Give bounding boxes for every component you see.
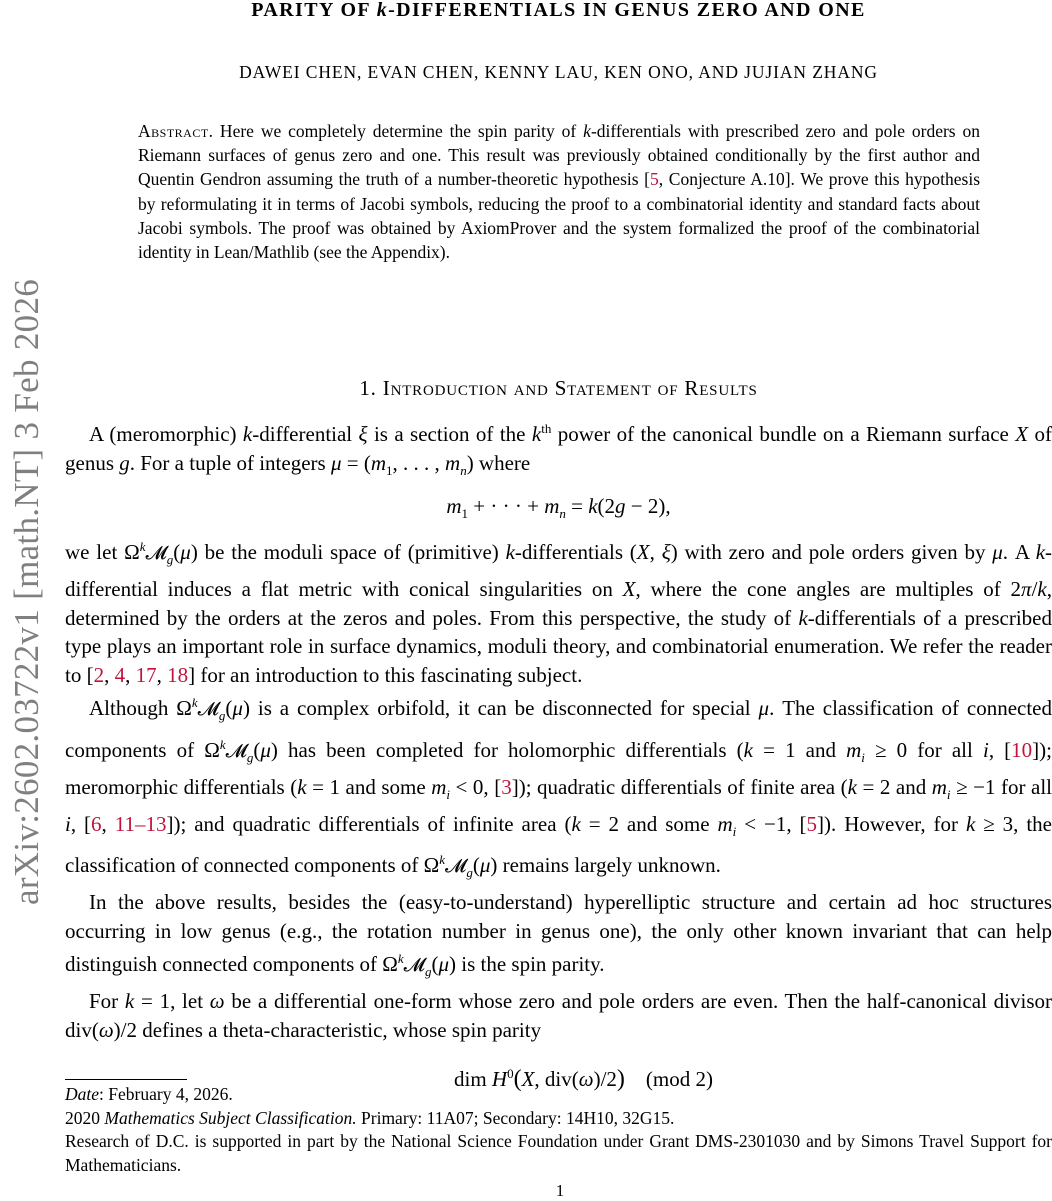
paragraph: Although $\Omega^k𝓜_g(\mu)$ is a complex orbifold, it can be disconnected for special μ. The classification of connected components of $\Omega^k𝓜_g(\mu)$ has been completed for holomorphic differentials (k = 1 and $m_i \ge 0$ for all i, [10]); meromorphic differentials (k = 1 and some $m_i < 0$, [3]); quadratic differentials of finite area (k = 2 and $m_i \ge -1$ for all i, [6, 11–13]); and quadratic differentials of infinite area (k = 2 and some $m_i < -1$, [5]). However, for k ≥ 3, the classification of connected components of $\Omega^k𝓜_g(\mu)$ remains largely unknown. (65, 695, 1052, 881)
paragraph: For k = 1, let ω be a differential one-form whose zero and pole orders are even. Then the half-canonical divisor div(ω)/2 defines a theta-characteristic, whose spin parity (65, 989, 1052, 1042)
paragraph: we let $\Omega^k𝓜_g(\mu)$ be the moduli space of (primitive) k-differentials (X, ξ) with zero and pole orders given by μ. A k-differential induces a flat metric with conical singularities on X, where the cone angles are multiples of 2π/k, determined by the orders at the zeros and poles. From this perspective, the study of k-differentials of a prescribed type plays an important role in surface dynamics, moduli theory, and combinatorial enumeration. We refer the reader to [2, 4, 17, 18] for an introduction to this fascinating subject. (65, 539, 1052, 687)
arxiv-identifier-stamp: arXiv:2602.03722v1 [math.NT] 3 Feb 2026 (7, 278, 46, 905)
citation-link[interactable]: 17 (135, 662, 157, 687)
display-equation: dim $H^0(X$, div(ω)/2) (mod 2) (454, 1066, 713, 1093)
citation-link[interactable]: 6 (91, 811, 102, 836)
footnote-date: Date: February 4, 2026. (65, 1084, 233, 1104)
paragraph: A (meromorphic) k-differential ξ is a section of the $k^{th}$ power of the canonical bundle on a Riemann surface X of genus g. For a tuple of integers $\mu = (m_1$, . . . , $m_n$) where (65, 421, 1052, 478)
abstract-label: Abstract (138, 121, 209, 141)
citation-link[interactable]: 11–13 (114, 811, 167, 836)
paragraph: In the above results, besides the (easy-to-understand) hyperelliptic structure and certain ad hoc structures occurring in low genus (e.g., the rotation number in genus one), the only other known invariant that can help distinguish connected components of $\Omega^k𝓜_g(\mu)$ is the spin parity. (65, 890, 1052, 980)
page-number: 1 (555, 1181, 565, 1200)
author-list: DAWEI CHEN, EVAN CHEN, KENNY LAU, KEN ONO, AND JUJIAN ZHANG (239, 62, 878, 82)
body-text (65, 415, 1052, 1094)
citation-link[interactable]: 10 (1011, 738, 1033, 763)
display-equation: $m_1$ + · · · + $m_n = k(2g - 2)$, (446, 494, 671, 522)
section-heading: 1. Introduction and Statement of Results (359, 376, 758, 400)
citation-link[interactable]: 3 (501, 774, 512, 799)
citation-link[interactable]: 18 (167, 662, 189, 687)
citation-link[interactable]: 2 (93, 662, 105, 687)
paper-title: PARITY OF k-DIFFERENTIALS IN GENUS ZERO AND ONE (251, 0, 866, 21)
abstract: Abstract. Here we completely determine the spin parity of k-differentials with prescribed zero and pole orders on Riemann surfaces of genus zero and one. This result was previously obtained conditionally by the first author and Quentin Gendron assuming the truth of a number-theoretic hypothesis [5, Conjecture A.10]. We prove this hypothesis by reformulating it in terms of Jacobi symbols, reducing the proof to a combinatorial identity and standard facts about Jacobi symbols. The proof was obtained by AxiomProver and the system formalized the proof of the combinatorial identity in Lean/Mathlib (see the Appendix). (138, 121, 981, 263)
citation-link[interactable]: 4 (114, 662, 126, 687)
footnote-msc: 2020 Mathematics Subject Classification. Primary: 11A07; Secondary: 14H10, 32G15. (65, 1107, 675, 1128)
footnote-funding: Research of D.C. is supported in part by the National Science Foundation under Grant DMS-2301030 and by Simons Travel Support for Mathematicians. (65, 1131, 1052, 1175)
citation-link[interactable]: 5 (650, 169, 659, 190)
footnotes (65, 1083, 1052, 1177)
footnote-separator (65, 1079, 187, 1080)
citation-link[interactable]: 5 (806, 811, 818, 836)
